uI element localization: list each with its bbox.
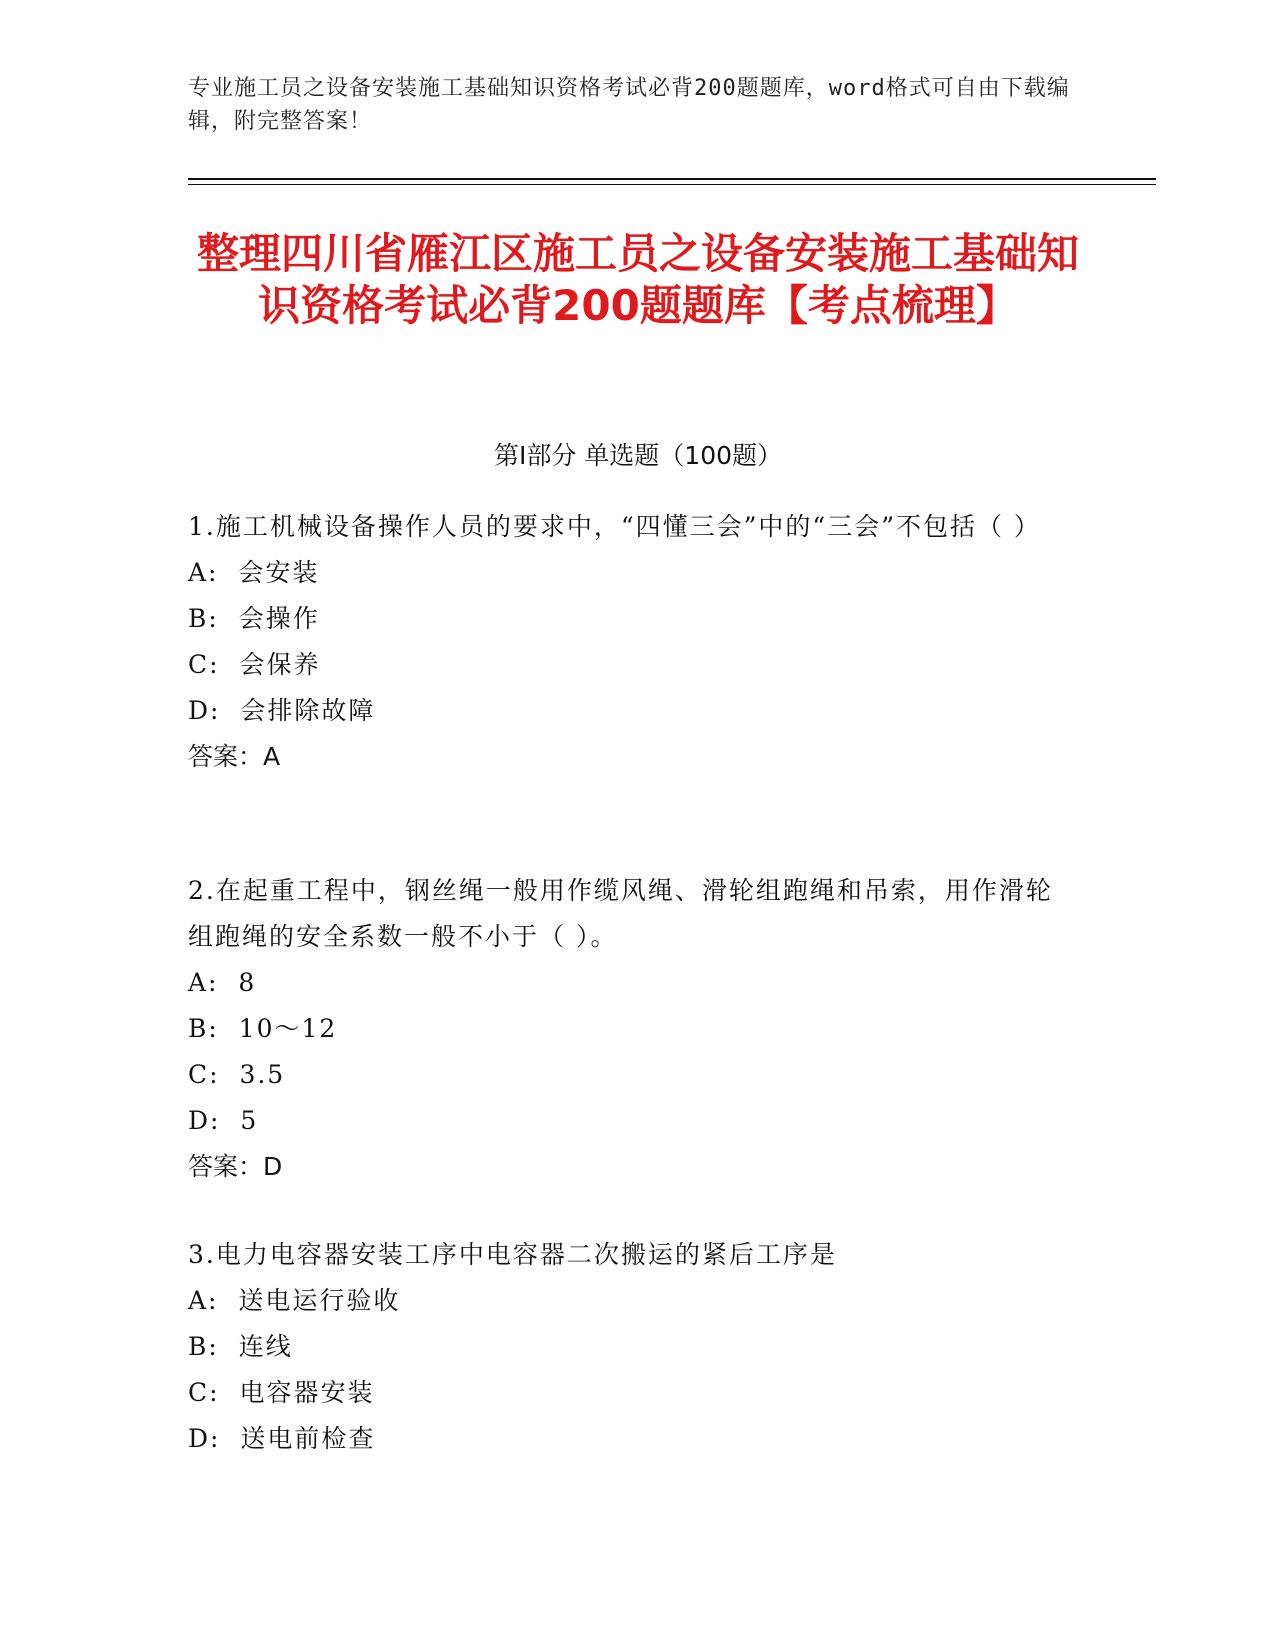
option-c: C: 3.5 (188, 1060, 286, 1089)
answer-label: 答案：D (188, 1152, 283, 1181)
header-note: 专业施工员之设备安装施工基础知识资格考试必背200题题库，word格式可自由下载编辑，附完整答案！ (188, 76, 1070, 134)
option-d: D: 会排除故障 (188, 696, 376, 725)
header-divider-thick (188, 178, 1156, 180)
option-a: A: 送电运行验收 (188, 1286, 401, 1315)
option-b: B: 会操作 (188, 604, 320, 633)
option-b: B: 10～12 (188, 1014, 338, 1043)
option-a: A: 8 (188, 968, 257, 997)
option-d: D: 送电前检查 (188, 1424, 376, 1453)
question-2 (188, 868, 1068, 1190)
option-b: B: 连线 (188, 1332, 293, 1361)
option-c: C: 会保养 (188, 650, 321, 679)
question-stem: 3.电力电容器安装工序中电容器二次搬运的紧后工序是 (188, 1240, 837, 1269)
header-divider-thin (188, 184, 1156, 185)
option-c: C: 电容器安装 (188, 1378, 375, 1407)
document-title: 整理四川省雁江区施工员之设备安装施工基础知识资格考试必背200题题库【考点梳理】 (196, 229, 1079, 330)
question-1 (188, 504, 1068, 780)
question-3 (188, 1232, 1068, 1462)
option-a: A: 会安装 (188, 558, 320, 587)
option-d: D: 5 (188, 1106, 259, 1135)
section-title: 第I部分 单选题（100题） (493, 441, 783, 470)
answer-label: 答案：A (188, 742, 281, 771)
question-stem: 1.施工机械设备操作人员的要求中，“四懂三会”中的“三会”不包括（ ） (188, 512, 1041, 541)
question-stem: 2.在起重工程中，钢丝绳一般用作缆风绳、滑轮组跑绳和吊索，用作滑轮组跑绳的安全系数一般不小于（ ）。 (188, 876, 1053, 951)
